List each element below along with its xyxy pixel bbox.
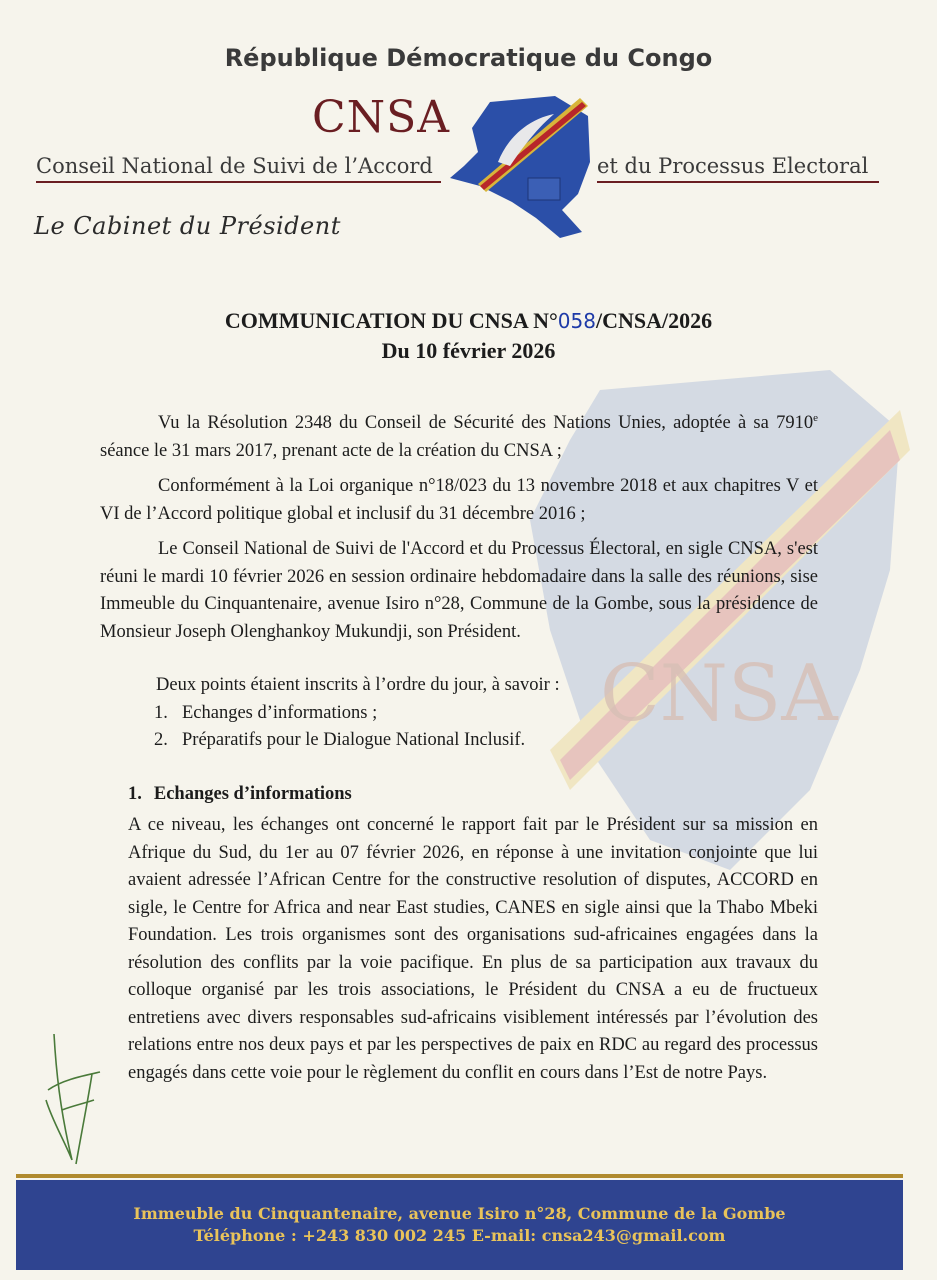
- section-heading: [128, 781, 818, 809]
- section-title-text: Echanges d’informations: [153, 783, 352, 804]
- council-name-left: Conseil National de Suivi de l’Accord: [36, 154, 441, 183]
- footer-gold-rule: [16, 1174, 903, 1178]
- title-date: Du 10 février 2026: [381, 338, 556, 363]
- agenda-item: [154, 727, 818, 755]
- map-inner-logo: [528, 178, 560, 200]
- para1-text-b: séance le 31 mars 2017, prenant acte de la création du CNSA ;: [100, 440, 562, 461]
- agenda-item-text: Préparatifs pour le Dialogue National Inclusif.: [182, 730, 526, 750]
- agenda-intro: Deux points étaient inscrits à l’ordre du jour, à savoir :: [156, 675, 560, 695]
- document-body: [100, 410, 818, 1087]
- drc-map-logo: [450, 92, 595, 240]
- paragraph-resolution: [100, 410, 818, 465]
- para1-superscript: e: [813, 411, 818, 424]
- title-suffix: /CNSA/2026: [595, 308, 713, 333]
- agenda-list: [154, 700, 818, 755]
- agenda-item-text: Echanges d’informations ;: [182, 702, 378, 723]
- para1-text-a: Vu la Résolution 2348 du Conseil de Sécurité des Nations Unies, adoptée à sa 7910: [158, 413, 814, 433]
- footer-contact: Téléphone : +243 830 002 245 E-mail: cnsa243@gmail.com: [193, 1226, 726, 1245]
- cabinet-signature: Le Cabinet du Président: [34, 212, 341, 240]
- title-prefix: COMMUNICATION DU CNSA N°: [224, 308, 558, 333]
- paragraph-loi-organique: Conformément à la Loi organique n°18/023 du 13 novembre 2018 et aux chapitres V et VI de l’Accord politique global et inclusif du 31 décembre 2016 ;: [100, 476, 818, 524]
- cnsa-brand: CNSA: [312, 92, 451, 143]
- reference-number: 058: [557, 309, 596, 333]
- watermark-text: CNSA: [600, 649, 838, 739]
- country-name: République Démocratique du Congo: [224, 44, 713, 72]
- footer-band: [16, 1180, 903, 1270]
- agenda-item-number: 2.: [154, 730, 168, 750]
- agenda-item-number: 1.: [154, 702, 168, 723]
- paragraph-session: Le Conseil National de Suivi de l'Accord et du Processus Électoral, en sigle CNSA, s'est réuni le mardi 10 février 2026 en session ordinaire hebdomadaire dans la salle des réunions, sise Immeuble du Cinquantenaire, avenue Isiro n°28, Commune de la Gombe, sous la présidence de Monsieur Joseph Olenghankoy Mukundji, son Président.: [100, 539, 818, 642]
- title-line-1: [0, 306, 937, 336]
- agenda-item: [154, 700, 818, 728]
- section-number: 1.: [128, 783, 142, 804]
- footer-address: Immeuble du Cinquantenaire, avenue Isiro n°28, Commune de la Gombe: [133, 1204, 786, 1223]
- handwritten-signature: [42, 1030, 112, 1170]
- communication-title: [0, 306, 937, 366]
- section-paragraph: A ce niveau, les échanges ont concerné le rapport fait par le Président sur sa mission en Afrique du Sud, du 1er au 07 février 2026, en réponse à une invitation conjointe que lui avaient adressée l’African Centre for the constructive resolution of disputes, ACCORD en sigle, le Centre for Africa and near East studies, CANES en sigle ainsi que la Thabo Mbeki Foundation. Les trois organismes sont des organisations sud-africaines engagées dans la résolution des conflits par la voie pacifique. En plus de sa participation aux travaux du colloque organisé par les trois associations, le Président du CNSA a eu de fructueux entretiens avec divers responsables sud-africains visiblement intéressés par l’évolution des relations entre nos deux pays et par les perspectives de paix en RDC au regard des processus engagés dans cette voie pour le règlement du conflit en cours dans l’Est de notre Pays.: [128, 815, 818, 1083]
- council-name-right: et du Processus Electoral: [597, 154, 879, 183]
